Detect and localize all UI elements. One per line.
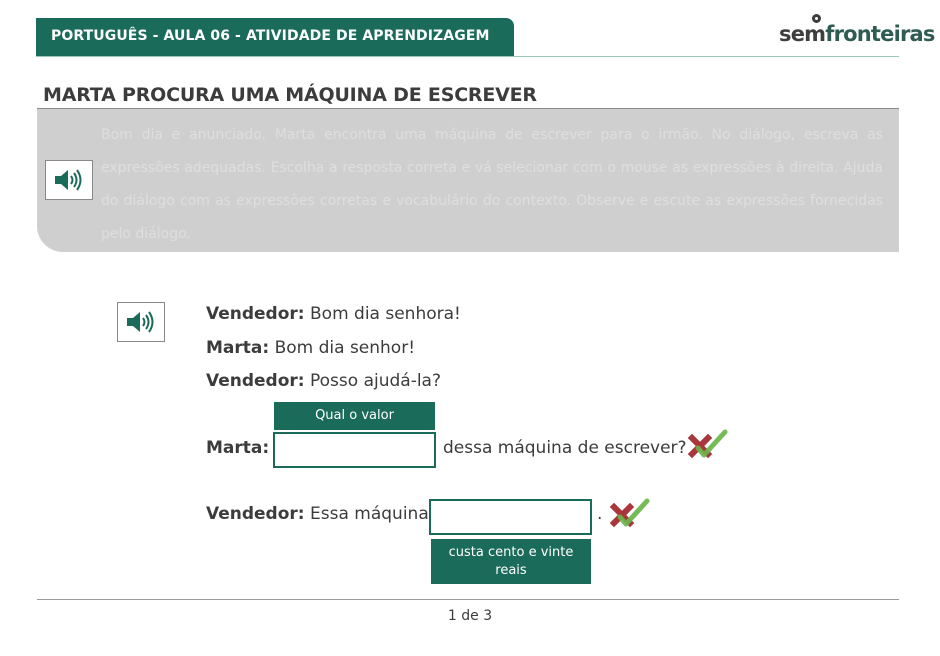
dialogue-line-2 — [206, 338, 415, 358]
footer-divider — [37, 599, 899, 600]
wrong-right-mark-icon[interactable] — [688, 428, 728, 466]
sentence-period: . — [597, 504, 603, 524]
speaker-name: Vendedor: — [206, 504, 305, 524]
header-divider — [36, 56, 899, 57]
instructions-text: Bom dia e anunciado. Marta encontra uma máquina de escrever para o irmão. No diálogo, escreva as expressões adequadas. Escolha a resposta correta e vá selecionar com o mouse as expressões à direita. Ajuda do diálogo com as expressões corretas e vocabulário do contexto. Observe e escute as expressões fornecidas pelo diálogo. — [101, 127, 883, 242]
dialogue-line-4-speaker — [206, 438, 269, 458]
answer-field-1[interactable] — [275, 434, 434, 466]
speaker-name: Marta: — [206, 438, 270, 458]
speaker-name: Vendedor: — [206, 371, 305, 391]
dialogue-line-4-text: dessa máquina de escrever? — [443, 438, 687, 458]
logo-text-fronteiras: fronteiras — [825, 22, 935, 46]
speaker-icon — [53, 168, 85, 192]
dialogue-audio-button[interactable] — [117, 302, 165, 342]
page-indicator: 1 de 3 — [447, 608, 493, 624]
dialogue-line-3 — [206, 371, 441, 391]
dialogue-text: Bom dia senhor! — [274, 338, 416, 358]
speaker-icon — [125, 310, 157, 334]
lesson-title: PORTUGUÊS - AULA 06 - ATIVIDADE DE APRENDIZAGEM — [51, 28, 490, 44]
instructions-panel — [37, 109, 899, 252]
dialogue-text: Bom dia senhora! — [310, 304, 461, 324]
answer-input-2[interactable] — [429, 499, 592, 535]
speaker-name: Marta: — [206, 338, 270, 358]
logo-text-sem: sem — [779, 22, 826, 46]
speaker-name: Vendedor: — [206, 304, 305, 324]
instructions-audio-button[interactable] — [45, 160, 93, 200]
answer-input-1[interactable] — [273, 432, 436, 468]
dialogue-line-1 — [206, 304, 461, 324]
logo — [779, 22, 935, 46]
dialogue-line-5 — [206, 504, 429, 524]
page-title: MARTA PROCURA UMA MÁQUINA DE ESCREVER — [43, 84, 537, 106]
wrong-right-mark-icon[interactable] — [610, 497, 650, 535]
answer-option-qual-o-valor[interactable]: Qual o valor — [274, 402, 435, 430]
dialogue-text: Essa máquina — [310, 504, 429, 524]
answer-field-2[interactable] — [431, 501, 590, 533]
header-bar — [36, 18, 514, 56]
dialogue-text: Posso ajudá-la? — [310, 371, 441, 391]
answer-option-custa-cento-e-vinte-reais[interactable]: custa cento e vinte reais — [431, 539, 591, 584]
